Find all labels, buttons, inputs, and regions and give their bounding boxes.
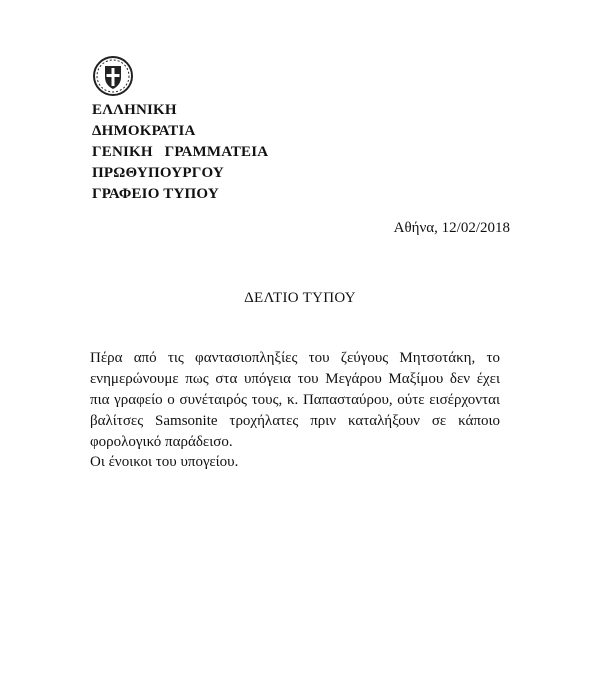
- press-release-body: [90, 348, 500, 453]
- header-line: ΓΡΑΦΕΙΟ ΤΥΠΟΥ: [92, 186, 219, 202]
- document-date: Αθήνα, 12/02/2018: [393, 220, 510, 236]
- header-line: ΔΗΜΟΚΡΑΤΙΑ: [92, 123, 196, 139]
- document-title: ΔΕΛΤΙΟ ΤΥΠΟΥ: [244, 290, 356, 306]
- header-line: ΠΡΩΘΥΠΟΥΡΓΟΥ: [92, 165, 224, 181]
- header-line: ΓΕΝΙΚΗ ΓΡΑΜΜΑΤΕΙΑ: [92, 144, 269, 160]
- signature-line: Οι ένοικοι του υπογείου.: [90, 454, 239, 470]
- body-paragraph: Πέρα από τις φαντασιοπληξίες του ζεύγους Μητσοτάκη, το ενημερώνουμε πως στα υπόγεια του Μεγάρου Μαξίμου δεν έχει πια γραφείο ο συνέταιρός τους, κ. Παπασταύρου, ούτε εισέρχονται βαλίτσες Samsonite τροχήλατες πριν καταλήξουν σε κάποιο φορολογικό παράδεισο.: [90, 350, 500, 450]
- header-line: ΕΛΛΗΝΙΚΗ: [92, 102, 177, 118]
- issuer-header: [92, 100, 268, 205]
- greek-coat-of-arms-icon: [92, 55, 134, 97]
